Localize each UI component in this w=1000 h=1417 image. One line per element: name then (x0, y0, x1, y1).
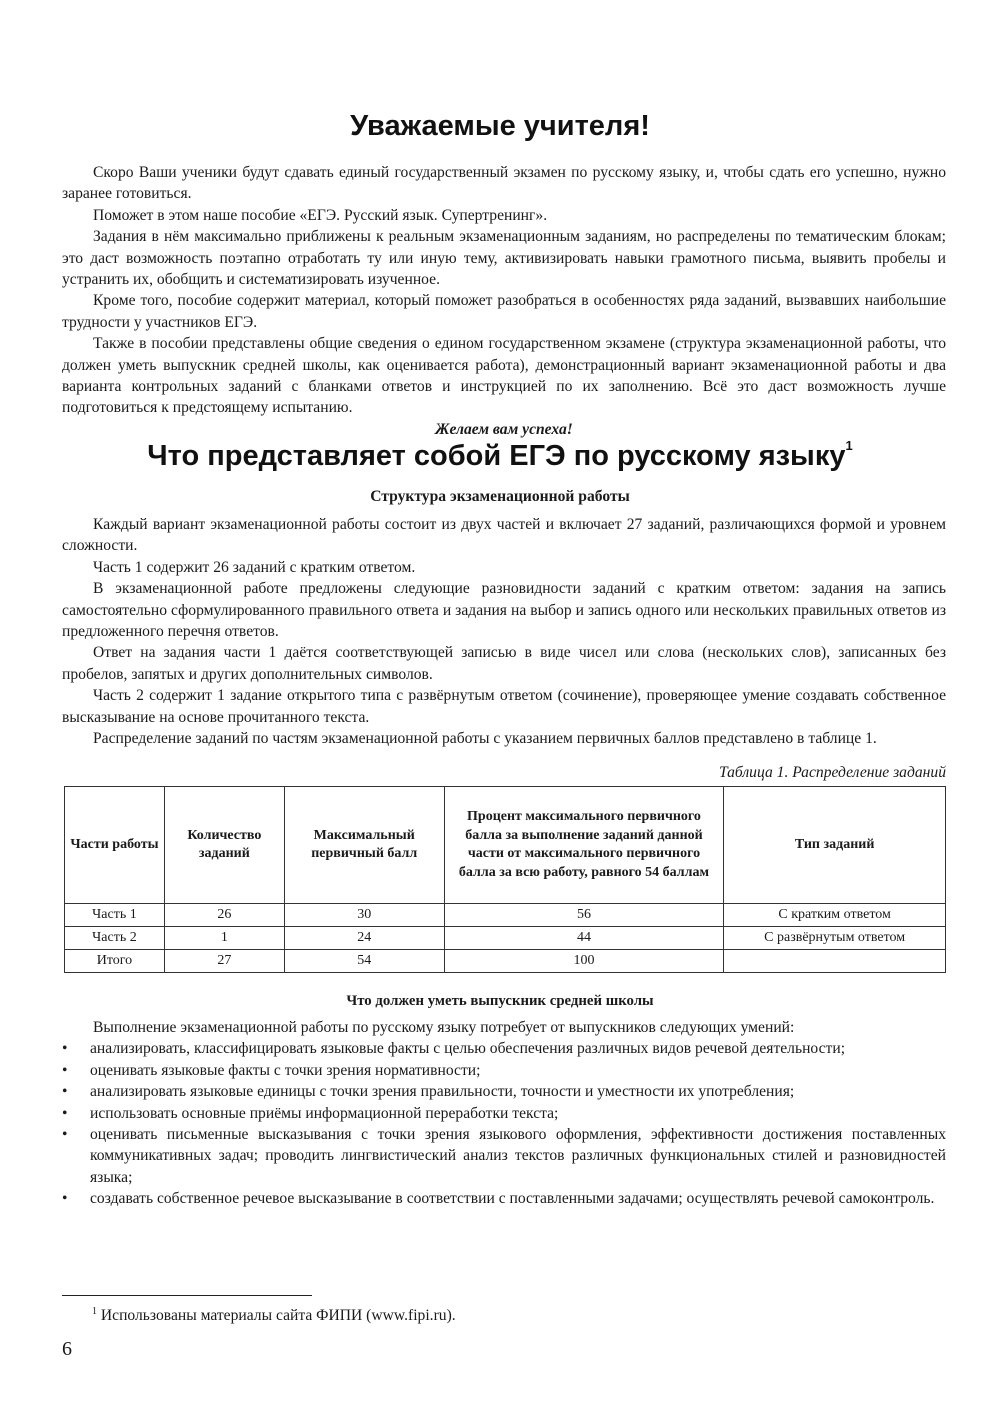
list-item (62, 1060, 946, 1081)
bullet-icon: • (62, 1104, 68, 1122)
structure-paragraph: Распределение заданий по частям экзаменационной работы с указанием первичных баллов представлено в таблице 1. (93, 730, 877, 748)
structure-paragraph: Часть 2 содержит 1 задание открытого типа с развёрнутым ответом (сочинение), проверяющее умение создавать собственное высказывание на основе прочитанного текста. (62, 687, 946, 726)
bullet-icon: • (62, 1040, 68, 1058)
structure-paragraph: Ответ на задания части 1 даётся соответствующей записью в виде чисел или слова (нескольких слов), записанных без пробелов, запятых и других дополнительных символов. (62, 644, 946, 683)
table-cell: С кратким ответом (724, 904, 946, 927)
skills-heading: Что должен уметь выпускник средней школы (346, 993, 654, 1009)
bullet-icon: • (62, 1190, 68, 1208)
list-item-text: оценивать письменные высказывания с точки зрения языкового оформления, эффективности достижения поставленных коммуникативных задач; проводить лингвистический анализ текстов различных функциональных стилей и разновидностей языка; (90, 1126, 946, 1186)
footnote-mark: 1 (92, 1306, 97, 1317)
table-cell: 26 (164, 904, 284, 927)
table-cell: 24 (284, 927, 444, 950)
table-row (65, 927, 946, 950)
table-cell: 54 (284, 950, 444, 973)
table-cell: Часть 1 (65, 904, 165, 927)
structure-paragraph: Каждый вариант экзаменационной работы состоит из двух частей и включает 27 заданий, различающихся формой и уровнем сложности. (62, 516, 946, 555)
intro-paragraph: Скоро Ваши ученики будут сдавать единый государственный экзамен по русскому языку, и, чтобы сдать его успешно, нужно заранее готовиться. (62, 164, 946, 203)
list-item (62, 1103, 946, 1124)
column-header: Процент максимального первичного балла за выполнение заданий данной части от максимального первичного балла за всю работу, равного 54 баллам (444, 787, 724, 904)
bullet-icon: • (62, 1126, 68, 1144)
list-item (62, 1188, 946, 1209)
skills-list (62, 1038, 946, 1209)
page-number: 6 (62, 1338, 72, 1360)
section-title-text: Что представляет собой ЕГЭ по русскому языку (147, 440, 846, 472)
list-item-text: анализировать, классифицировать языковые факты с целью обеспечения различных видов речевой деятельности; (90, 1040, 846, 1058)
list-item (62, 1038, 946, 1059)
structure-paragraph: Часть 1 содержит 26 заданий с кратким ответом. (93, 558, 416, 576)
table-caption: Таблица 1. Распределение заданий (719, 764, 946, 781)
column-header: Максимальный первичный балл (284, 787, 444, 904)
table-cell: 27 (164, 950, 284, 973)
list-item-text: оценивать языковые факты с точки зрения нормативности; (90, 1061, 481, 1079)
list-item-text: создавать собственное речевое высказывание в соответствии с поставленными задачами; осуществлять речевой самоконтроль. (90, 1190, 935, 1208)
intro-paragraph: Также в пособии представлены общие сведения о едином государственном экзамене (структура экзаменационной работы, что должен уметь выпускник средней школы, как оценивается работа), демонстрационный вариант экзаменационной работы и два варианта контрольных заданий с бланками ответов и инструкцией по их заполнению. Всё это даст возможность лучше подготовиться к предстоящему испытанию. (62, 335, 946, 417)
structure-section (62, 514, 946, 749)
table-header-row (65, 787, 946, 904)
list-item (62, 1124, 946, 1188)
intro-title: Уважаемые учителя! (350, 110, 650, 142)
footnote-divider (62, 1295, 312, 1296)
list-item-text: использовать основные приёмы информационной переработки текста; (90, 1104, 559, 1122)
column-header: Тип заданий (724, 787, 946, 904)
wish-line: Желаем вам успеха! (435, 420, 573, 438)
table-row (65, 950, 946, 973)
column-header: Части работы (65, 787, 165, 904)
bullet-icon: • (62, 1083, 68, 1101)
intro-paragraph: Задания в нём максимально приближены к реальным экзаменационным заданиям, но распределены по тематическим блокам; это даст возможность поэтапно отработать ту или иную тему, активизировать навыки грамотного письма, выявить пробелы и устранить их, обобщить и систематизировать изученное. (62, 228, 946, 289)
intro-paragraph: Поможет в этом наше пособие «ЕГЭ. Русский язык. Супертренинг». (93, 206, 548, 224)
table-cell: С развёрнутым ответом (724, 927, 946, 950)
table-cell: 30 (284, 904, 444, 927)
footnote-reference: 1 (845, 438, 853, 454)
table-row (65, 904, 946, 927)
table-cell: 1 (164, 927, 284, 950)
list-item (62, 1081, 946, 1102)
column-header: Количество заданий (164, 787, 284, 904)
structure-heading: Структура экзаменационной работы (370, 488, 630, 505)
footnote-text: Использованы материалы сайта ФИПИ (www.fipi.ru). (100, 1307, 456, 1325)
table-cell: 44 (444, 927, 724, 950)
table-cell: Итого (65, 950, 165, 973)
table-cell: 100 (444, 950, 724, 973)
distribution-table (64, 786, 946, 973)
table-cell (724, 950, 946, 973)
table-cell: Часть 2 (65, 927, 165, 950)
bullet-icon: • (62, 1061, 68, 1079)
skills-section (62, 1017, 946, 1210)
list-item-text: анализировать языковые единицы с точки зрения правильности, точности и уместности их употребления; (90, 1083, 795, 1101)
structure-paragraph: В экзаменационной работе предложены следующие разновидности заданий с кратким ответом: задания на запись самостоятельно сформулированного правильного ответа и задания на выбор и запись одного или нескольких правильных ответов из предложенного перечня ответов. (62, 580, 946, 641)
section-title (0, 440, 1000, 473)
intro-section (62, 162, 946, 440)
intro-paragraph: Кроме того, пособие содержит материал, который поможет разобраться в особенностях ряда заданий, вызвавших наибольшие трудности у участников ЕГЭ. (62, 292, 946, 331)
footnote (92, 1306, 456, 1325)
skills-lead: Выполнение экзаменационной работы по русскому языку потребует от выпускников следующих умений: (93, 1019, 795, 1036)
table-cell: 56 (444, 904, 724, 927)
